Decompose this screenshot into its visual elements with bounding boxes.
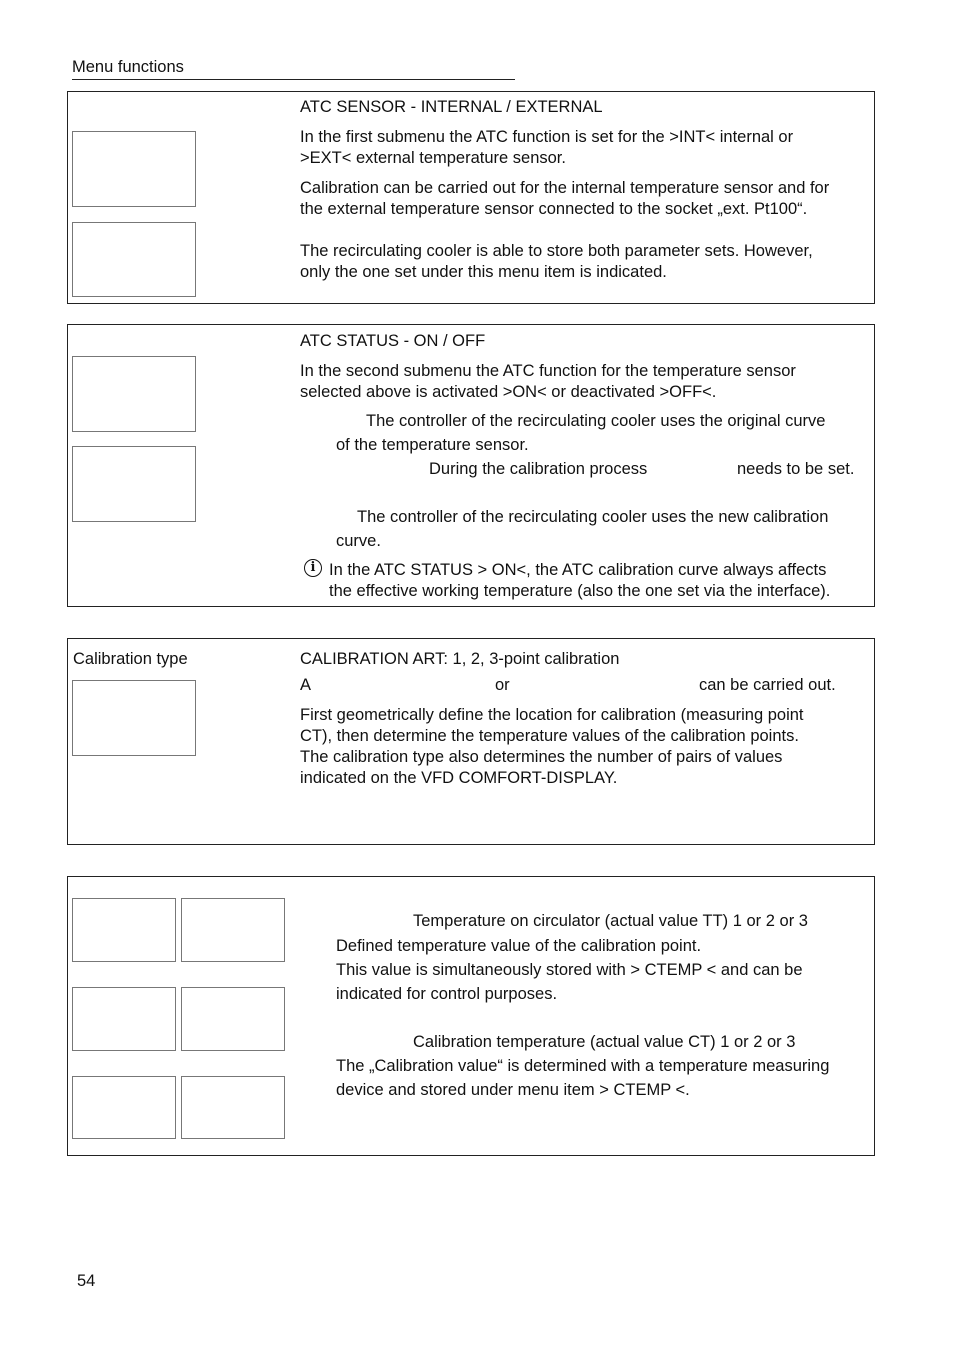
body-text: can be carried out. bbox=[699, 676, 836, 694]
section-heading: ATC SENSOR - INTERNAL / EXTERNAL bbox=[300, 98, 603, 116]
body-text: In the first submenu the ATC function is set for the >INT< internal or bbox=[300, 128, 794, 146]
section-heading: ATC STATUS - ON / OFF bbox=[300, 332, 486, 350]
display-image bbox=[72, 222, 196, 297]
page-header: Menu functions bbox=[72, 58, 515, 80]
body-text: The calibration type also determines the number of pairs of values bbox=[300, 748, 783, 766]
body-text: The „Calibration value“ is determined with a temperature measuring bbox=[336, 1057, 830, 1075]
body-text: Temperature on circulator (actual value TT) 1 or 2 or 3 bbox=[413, 912, 808, 930]
section-atc-status bbox=[67, 324, 875, 607]
display-image bbox=[72, 987, 176, 1051]
section-atc-sensor bbox=[67, 91, 875, 304]
body-text: the external temperature sensor connected to the socket „ext. Pt100“. bbox=[300, 200, 808, 218]
body-text: device and stored under menu item > CTEMP <. bbox=[336, 1081, 690, 1099]
body-text: A bbox=[300, 676, 312, 694]
display-image bbox=[72, 446, 196, 522]
display-image bbox=[72, 898, 176, 962]
section-heading: CALIBRATION ART: 1, 2, 3-point calibration bbox=[300, 650, 620, 668]
display-image bbox=[72, 356, 196, 432]
body-text: of the temperature sensor. bbox=[336, 436, 529, 454]
body-text: indicated for control purposes. bbox=[336, 985, 558, 1003]
body-text: First geometrically define the location for calibration (measuring point bbox=[300, 706, 804, 724]
display-image bbox=[72, 1076, 176, 1139]
note-text: In the ATC STATUS > ON<, the ATC calibration curve always affects bbox=[329, 561, 827, 579]
display-image bbox=[72, 131, 196, 207]
section-calibration-type bbox=[67, 638, 875, 845]
info-icon: i bbox=[304, 559, 322, 577]
body-text: CT), then determine the temperature values of the calibration points. bbox=[300, 727, 799, 745]
body-text: needs to be set. bbox=[737, 460, 855, 478]
body-text: The controller of the recirculating cooler uses the original curve bbox=[366, 412, 826, 430]
body-text: Calibration temperature (actual value CT) 1 or 2 or 3 bbox=[413, 1033, 796, 1051]
display-image bbox=[181, 898, 285, 962]
body-text: >EXT< external temperature sensor. bbox=[300, 149, 566, 167]
body-text: The controller of the recirculating cooler uses the new calibration bbox=[357, 508, 829, 526]
body-text: selected above is activated >ON< or deactivated >OFF<. bbox=[300, 383, 717, 401]
body-text: This value is simultaneously stored with > CTEMP < and can be bbox=[336, 961, 803, 979]
body-text: The recirculating cooler is able to store both parameter sets. However, bbox=[300, 242, 813, 260]
display-image bbox=[181, 987, 285, 1051]
body-text: Defined temperature value of the calibration point. bbox=[336, 937, 702, 955]
body-text: indicated on the VFD COMFORT-DISPLAY. bbox=[300, 769, 618, 787]
body-text: Calibration can be carried out for the internal temperature sensor and for bbox=[300, 179, 830, 197]
page-number: 54 bbox=[77, 1272, 96, 1290]
body-text: or bbox=[495, 676, 510, 694]
body-text: only the one set under this menu item is indicated. bbox=[300, 263, 667, 281]
display-image bbox=[181, 1076, 285, 1139]
body-text: In the second submenu the ATC function for the temperature sensor bbox=[300, 362, 796, 380]
display-image bbox=[72, 680, 196, 756]
body-text: During the calibration process bbox=[429, 460, 648, 478]
note-text: the effective working temperature (also the one set via the interface). bbox=[329, 582, 831, 600]
calibration-type-label: Calibration type bbox=[73, 650, 188, 668]
section-calibration-points bbox=[67, 876, 875, 1156]
body-text: curve. bbox=[336, 532, 381, 550]
